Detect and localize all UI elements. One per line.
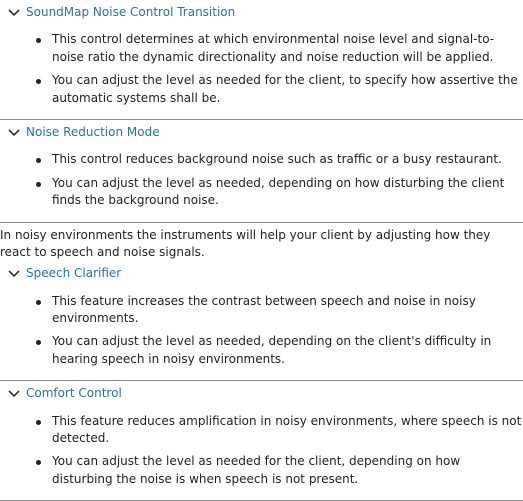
- section-body: [0, 145, 523, 221]
- list-item: You can adjust the level as needed, depending on how disturbing the client finds the background noise.: [52, 175, 523, 210]
- section-title[interactable]: Comfort Control: [26, 386, 122, 401]
- chevron-down-icon: [6, 386, 22, 402]
- bullet-list: [0, 151, 523, 209]
- section-toggle[interactable]: [0, 120, 523, 145]
- list-item: This control determines at which environmental noise level and signal-to-noise ratio the dynamic directionality and noise reduction will be applied.: [52, 31, 523, 66]
- section-speech-clarifier: [0, 261, 523, 381]
- section-title[interactable]: Noise Reduction Mode: [26, 124, 160, 139]
- section-title[interactable]: Speech Clarifier: [26, 266, 122, 281]
- section-toggle[interactable]: [0, 381, 523, 406]
- bullet-list: [0, 31, 523, 107]
- chevron-down-icon: [6, 266, 22, 282]
- chevron-down-icon: [6, 125, 22, 141]
- list-item: This feature increases the contrast between speech and noise in noisy environments.: [52, 293, 523, 328]
- list-item: You can adjust the level as needed for the client, to specify how assertive the automatic systems shall be.: [52, 72, 523, 107]
- list-item: This control reduces background noise such as traffic or a busy restaurant.: [52, 151, 523, 168]
- section-toggle[interactable]: [0, 261, 523, 286]
- section-body: [0, 407, 523, 501]
- bullet-list: [0, 413, 523, 489]
- intro-paragraph: In noisy environments the instruments will help your client by adjusting how they react to speech and noise signals.: [0, 227, 491, 259]
- section-toggle[interactable]: [0, 0, 523, 25]
- section-soundmap-noise-control-transition: [0, 0, 523, 120]
- list-item: You can adjust the level as needed, depending on the client's difficulty in hearing speech in noisy environments.: [52, 333, 523, 368]
- list-item: You can adjust the level as needed for the client, depending on how disturbing the noise is when speech is not present.: [52, 453, 523, 488]
- bullet-list: [0, 293, 523, 369]
- section-body: [0, 25, 523, 119]
- chevron-down-icon: [6, 5, 22, 21]
- list-item: This feature reduces amplification in noisy environments, where speech is not detected.: [52, 413, 523, 448]
- section-body: [0, 287, 523, 381]
- section-title[interactable]: SoundMap Noise Control Transition: [26, 5, 236, 19]
- section-comfort-control: [0, 381, 523, 501]
- section-noise-reduction-mode: [0, 120, 523, 223]
